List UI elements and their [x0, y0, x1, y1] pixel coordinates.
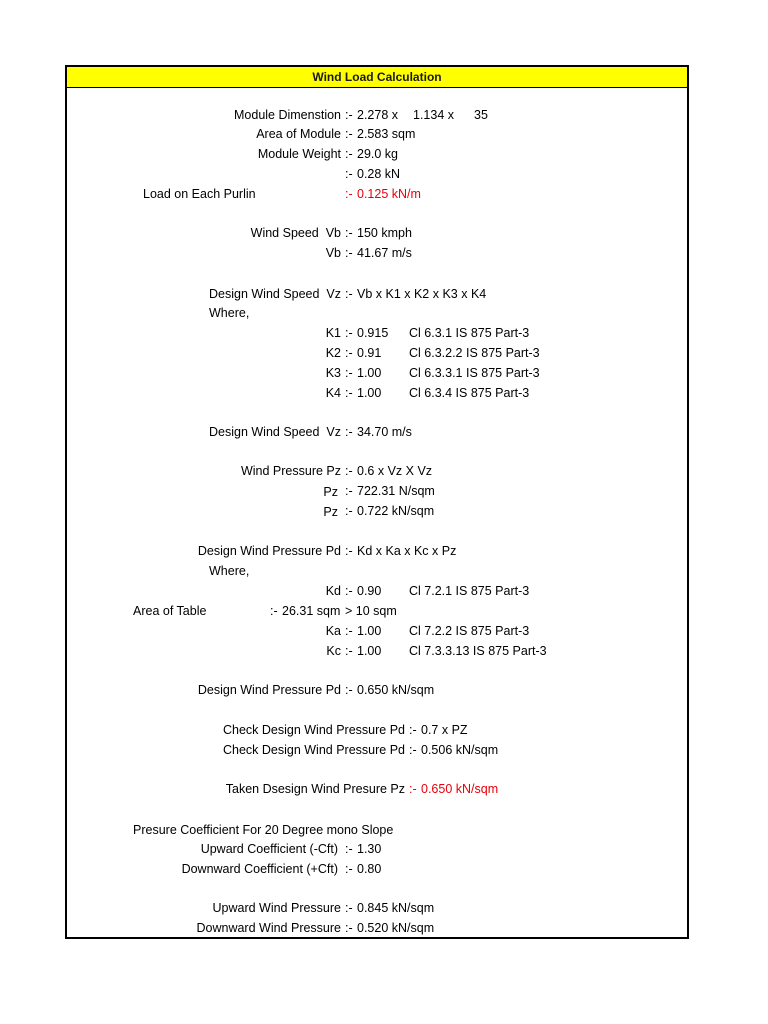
label-upward-wind-pressure: Upward Wind Pressure	[212, 901, 341, 915]
value-upward-coefficient: 1.30	[357, 842, 382, 856]
sep: :-	[409, 743, 417, 757]
sep: :-	[345, 346, 353, 360]
label-design-wind-pressure-formula: Design Wind Pressure Pd	[197, 544, 341, 558]
label-check-design-pressure-formula: Check Design Wind Pressure Pd	[222, 723, 405, 737]
value-upward-wind-pressure: 0.845 kN/sqm	[357, 901, 435, 915]
label-wind-speed-vb: Wind Speed Vb	[250, 226, 341, 240]
sep: :-	[345, 147, 353, 161]
value-k4: 1.00	[357, 386, 382, 400]
sep: :-	[345, 425, 353, 439]
sep: :-	[270, 604, 278, 618]
label-design-wind-speed: Design Wind Speed Vz	[208, 425, 341, 439]
sep: :-	[345, 584, 353, 598]
sep: :-	[345, 226, 353, 240]
label-k1: K1	[325, 326, 341, 340]
value-taken-design-pressure: 0.650 kN/sqm	[421, 782, 499, 796]
value-pz-n: 722.31 N/sqm	[357, 484, 435, 498]
value-downward-wind-pressure: 0.520 kN/sqm	[357, 921, 435, 935]
label-design-wind-speed-formula: Design Wind Speed Vz	[208, 287, 341, 301]
value-load-each-purlin: 0.125 kN/m	[357, 187, 421, 201]
sep: :-	[345, 464, 353, 478]
label-k4: K4	[325, 386, 341, 400]
sep: :-	[345, 108, 353, 122]
label-kd: Kd	[325, 584, 341, 598]
value-module-dimension-2: 1.134 x	[413, 108, 455, 122]
value-k1: 0.915	[357, 326, 389, 340]
value-pz-kn: 0.722 kN/sqm	[357, 504, 435, 518]
label-area-of-table: Area of Table	[133, 604, 207, 618]
label-area-of-module: Area of Module	[256, 127, 341, 141]
label-where: Where,	[209, 564, 250, 578]
sep: :-	[345, 167, 353, 181]
ref-k4: Cl 6.3.4 IS 875 Part-3	[409, 386, 530, 400]
value-design-wind-speed-formula: Vb x K1 x K2 x K3 x K4	[357, 287, 487, 301]
ref-kd: Cl 7.2.1 IS 875 Part-3	[409, 584, 530, 598]
sep: :-	[345, 187, 353, 201]
value-area-condition: > 10 sqm	[345, 604, 397, 618]
value-downward-coefficient: 0.80	[357, 862, 382, 876]
ref-kc: Cl 7.3.3.13 IS 875 Part-3	[409, 644, 547, 658]
label-wind-pressure-pz: Wind Pressure Pz	[240, 464, 341, 478]
sep: :-	[345, 544, 353, 558]
label-pz: Pz	[323, 485, 338, 499]
value-design-wind-pressure: 0.650 kN/sqm	[357, 683, 435, 697]
value-k3: 1.00	[357, 366, 382, 380]
value-check-design-pressure: 0.506 kN/sqm	[421, 743, 499, 757]
sep: :-	[345, 842, 353, 856]
label-vb: Vb	[325, 246, 341, 260]
sep: :-	[409, 782, 417, 796]
label-load-each-purlin: Load on Each Purlin	[143, 187, 256, 201]
label-downward-wind-pressure: Downward Wind Pressure	[196, 921, 341, 935]
label-pressure-coefficient-heading: Presure Coefficient For 20 Degree mono Slope	[133, 823, 394, 837]
sep: :-	[345, 624, 353, 638]
sep: :-	[345, 504, 353, 518]
ref-ka: Cl 7.2.2 IS 875 Part-3	[409, 624, 530, 638]
value-wind-speed-kmph: 150 kmph	[357, 226, 412, 240]
value-module-weight-kg: 29.0 kg	[357, 147, 399, 161]
sep: :-	[345, 484, 353, 498]
label-upward-coefficient: Upward Coefficient (-Cft)	[200, 842, 338, 856]
sep: :-	[345, 921, 353, 935]
label-kc: Kc	[326, 644, 341, 658]
label-k2: K2	[325, 346, 341, 360]
sep: :-	[345, 246, 353, 260]
sep: :-	[345, 287, 353, 301]
value-module-weight-kn: 0.28 kN	[357, 167, 401, 181]
label-downward-coefficient: Downward Coefficient (+Cft)	[181, 862, 338, 876]
sep: :-	[345, 127, 353, 141]
sheet-title: Wind Load Calculation	[67, 67, 687, 88]
ref-k2: Cl 6.3.2.2 IS 875 Part-3	[409, 346, 540, 360]
value-kd: 0.90	[357, 584, 382, 598]
sep: :-	[345, 683, 353, 697]
sep: :-	[345, 644, 353, 658]
label-pz: Pz	[323, 505, 338, 519]
value-area-of-table: 26.31 sqm	[282, 604, 341, 618]
sep: :-	[345, 386, 353, 400]
sep: :-	[345, 901, 353, 915]
value-check-design-pressure-formula: 0.7 x PZ	[421, 723, 468, 737]
label-module-weight: Module Weight	[257, 147, 341, 161]
label-k3: K3	[325, 366, 341, 380]
label-taken-design-pressure: Taken Dsesign Wind Presure Pz	[225, 782, 405, 796]
value-wind-pressure-formula: 0.6 x Vz X Vz	[357, 464, 433, 478]
sep: :-	[409, 723, 417, 737]
value-k2: 0.91	[357, 346, 382, 360]
sep: :-	[345, 366, 353, 380]
value-design-wind-speed: 34.70 m/s	[357, 425, 412, 439]
sep: :-	[345, 326, 353, 340]
value-module-dimension-3: 35	[474, 108, 488, 122]
label-check-design-pressure: Check Design Wind Pressure Pd	[222, 743, 405, 757]
label-ka: Ka	[325, 624, 341, 638]
value-vb-ms: 41.67 m/s	[357, 246, 412, 260]
value-design-wind-pressure-formula: Kd x Ka x Kc x Pz	[357, 544, 457, 558]
label-where: Where,	[209, 306, 250, 320]
value-ka: 1.00	[357, 624, 382, 638]
label-design-wind-pressure: Design Wind Pressure Pd	[197, 683, 341, 697]
ref-k1: Cl 6.3.1 IS 875 Part-3	[409, 326, 530, 340]
sep: :-	[345, 862, 353, 876]
value-module-dimension-1: 2.278 x	[357, 108, 399, 122]
value-area-of-module: 2.583 sqm	[357, 127, 416, 141]
value-kc: 1.00	[357, 644, 382, 658]
ref-k3: Cl 6.3.3.1 IS 875 Part-3	[409, 366, 540, 380]
label-module-dimension: Module Dimenstion	[234, 108, 341, 122]
